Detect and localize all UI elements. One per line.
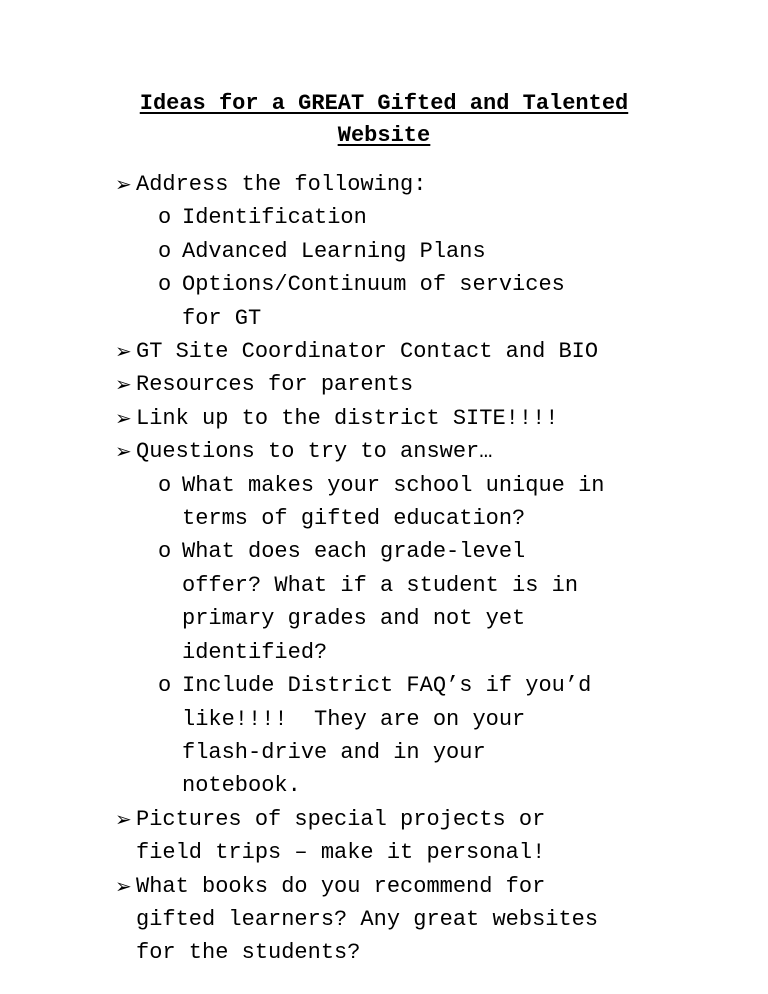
list-item-books [115,870,685,970]
title-line-2: Website [337,123,431,148]
page-title [60,88,708,152]
list-item-text: Resources for parents [136,372,414,398]
sub-item-alp [115,235,685,268]
list-item-text: What books do you recommend for gifted learners? Any great websites for the students? [136,873,599,966]
arrowhead-bullet-icon: ➢ [115,372,132,397]
list-item-text: Pictures of special projects or field trips – make it personal! [136,806,546,866]
list-item-pictures [115,803,685,870]
list-item-text: Questions to try to answer… [136,439,493,465]
sub-item-grade-level [115,535,685,669]
sub-item-text: Options/Continuum of services for GT [182,272,565,331]
sub-item-options [115,268,685,335]
list-item-questions [115,435,685,468]
sub-item-identification [115,201,685,234]
list-item-link [115,402,685,435]
sub-item-text: Advanced Learning Plans [182,238,486,264]
arrowhead-bullet-icon: ➢ [115,806,132,831]
ideas-list [115,168,685,970]
list-item-address [115,168,685,201]
circle-bullet-icon: o [158,472,172,498]
sub-item-text: Include District FAQ’s if you’d like!!!! They are on your flash-drive and in your notebook. [182,673,592,799]
circle-bullet-icon: o [158,272,172,298]
title-line-1: Ideas for a GREAT Gifted and Talented [139,91,629,116]
arrowhead-bullet-icon: ➢ [115,172,132,196]
list-item-resources [115,368,685,401]
sub-item-text: What does each grade-level offer? What if a student is in primary grades and not yet identified? [182,539,579,665]
sub-item-unique [115,469,685,536]
circle-bullet-icon: o [158,539,172,565]
list-item-text: Address the following: [136,172,427,197]
list-item-text: GT Site Coordinator Contact and BIO [136,339,599,365]
arrowhead-bullet-icon: ➢ [115,439,132,464]
sub-item-text: What makes your school unique in terms of gifted education? [182,472,605,532]
circle-bullet-icon: o [158,238,172,264]
list-item-coordinator [115,335,685,368]
sub-item-text: Identification [182,205,367,231]
sub-item-faq [115,669,685,803]
list-item-text: Link up to the district SITE!!!! [136,405,559,431]
circle-bullet-icon: o [158,205,172,231]
circle-bullet-icon: o [158,673,172,699]
arrowhead-bullet-icon: ➢ [115,405,132,430]
arrowhead-bullet-icon: ➢ [115,873,132,898]
arrowhead-bullet-icon: ➢ [115,339,132,364]
